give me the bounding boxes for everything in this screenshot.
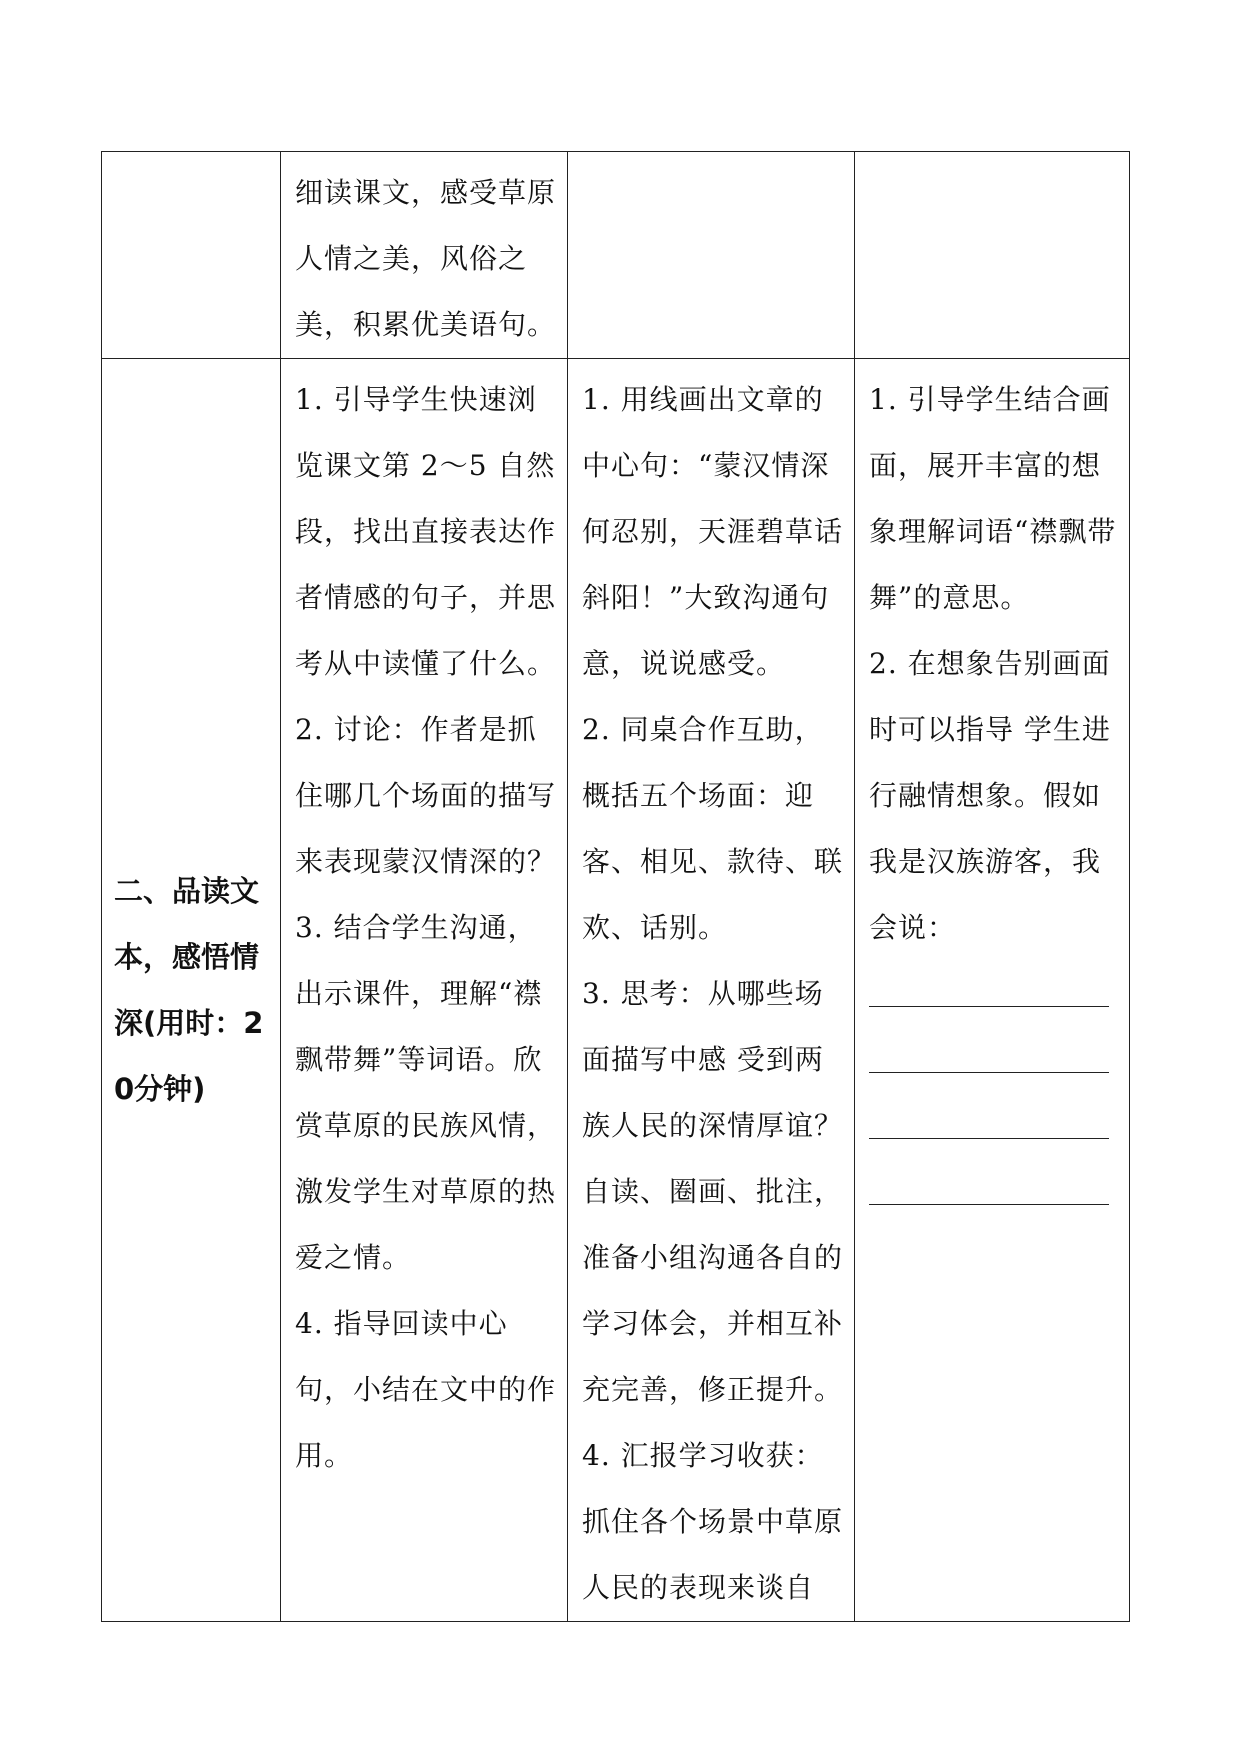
table-row-goal	[102, 152, 1130, 359]
teacher-activity-cell	[281, 359, 568, 1622]
answer-blank-line	[869, 961, 1119, 1027]
stage-title: 二、品读文本，感悟情深(用时：20分钟)	[114, 874, 264, 1106]
student-step-4: 4. 汇报学习收获：抓住各个场景中草原人民的表现来谈自	[582, 1439, 844, 1604]
student-step-3: 3. 思考：从哪些场面描写中感 受到两族人民的深情厚谊？自读、圈画、批注，准备小组沟通各自的学习体会，并相互补充完善，修正提升。	[582, 977, 844, 1406]
goal-text: 细读课文，感受草原人情之美，风俗之美，积累优美语句。	[295, 176, 557, 341]
answer-blank-line	[869, 1159, 1119, 1225]
lesson-plan-table	[101, 151, 1130, 1622]
stage-cell-empty	[102, 152, 281, 359]
teacher-step-3: 3. 结合学生沟通，出示课件，理解“襟飘带舞”等词语。欣赏草原的民族风情，激发学生对草原的热爱之情。	[295, 911, 557, 1274]
teacher-step-1: 1. 引导学生快速浏览课文第 2～5 自然段，找出直接表达作者情感的句子，并思考从中读懂了什么。	[295, 383, 557, 680]
design-note-1: 1. 引导学生结合画面，展开丰富的想象理解词语“襟飘带舞”的意思。	[869, 383, 1117, 614]
answer-blank-lines	[869, 961, 1119, 1225]
stage-cell	[102, 359, 281, 1622]
design-cell-empty	[855, 152, 1130, 359]
design-note-2: 2. 在想象告别画面时可以指导 学生进行融情想象。假如我是汉族游客，我会说：	[869, 647, 1111, 944]
table-row-stage-2	[102, 359, 1130, 1622]
student-activity-cell	[568, 359, 855, 1622]
student-step-1: 1. 用线画出文章的中心句：“蒙汉情深何忍别，天涯碧草话斜阳！”大致沟通句意，说说感受。	[582, 383, 844, 680]
teacher-step-4: 4. 指导回读中心句，小结在文中的作用。	[295, 1307, 557, 1472]
student-step-2: 2. 同桌合作互助，概括五个场面：迎客、相见、款待、联欢、话别。	[582, 713, 844, 944]
answer-blank-line	[869, 1093, 1119, 1159]
design-intent-cell	[855, 359, 1130, 1622]
student-cell-empty	[568, 152, 855, 359]
answer-blank-line	[869, 1027, 1119, 1093]
teacher-step-2: 2. 讨论：作者是抓住哪几个场面的描写来表现蒙汉情深的？	[295, 713, 557, 878]
goal-cell	[281, 152, 568, 359]
